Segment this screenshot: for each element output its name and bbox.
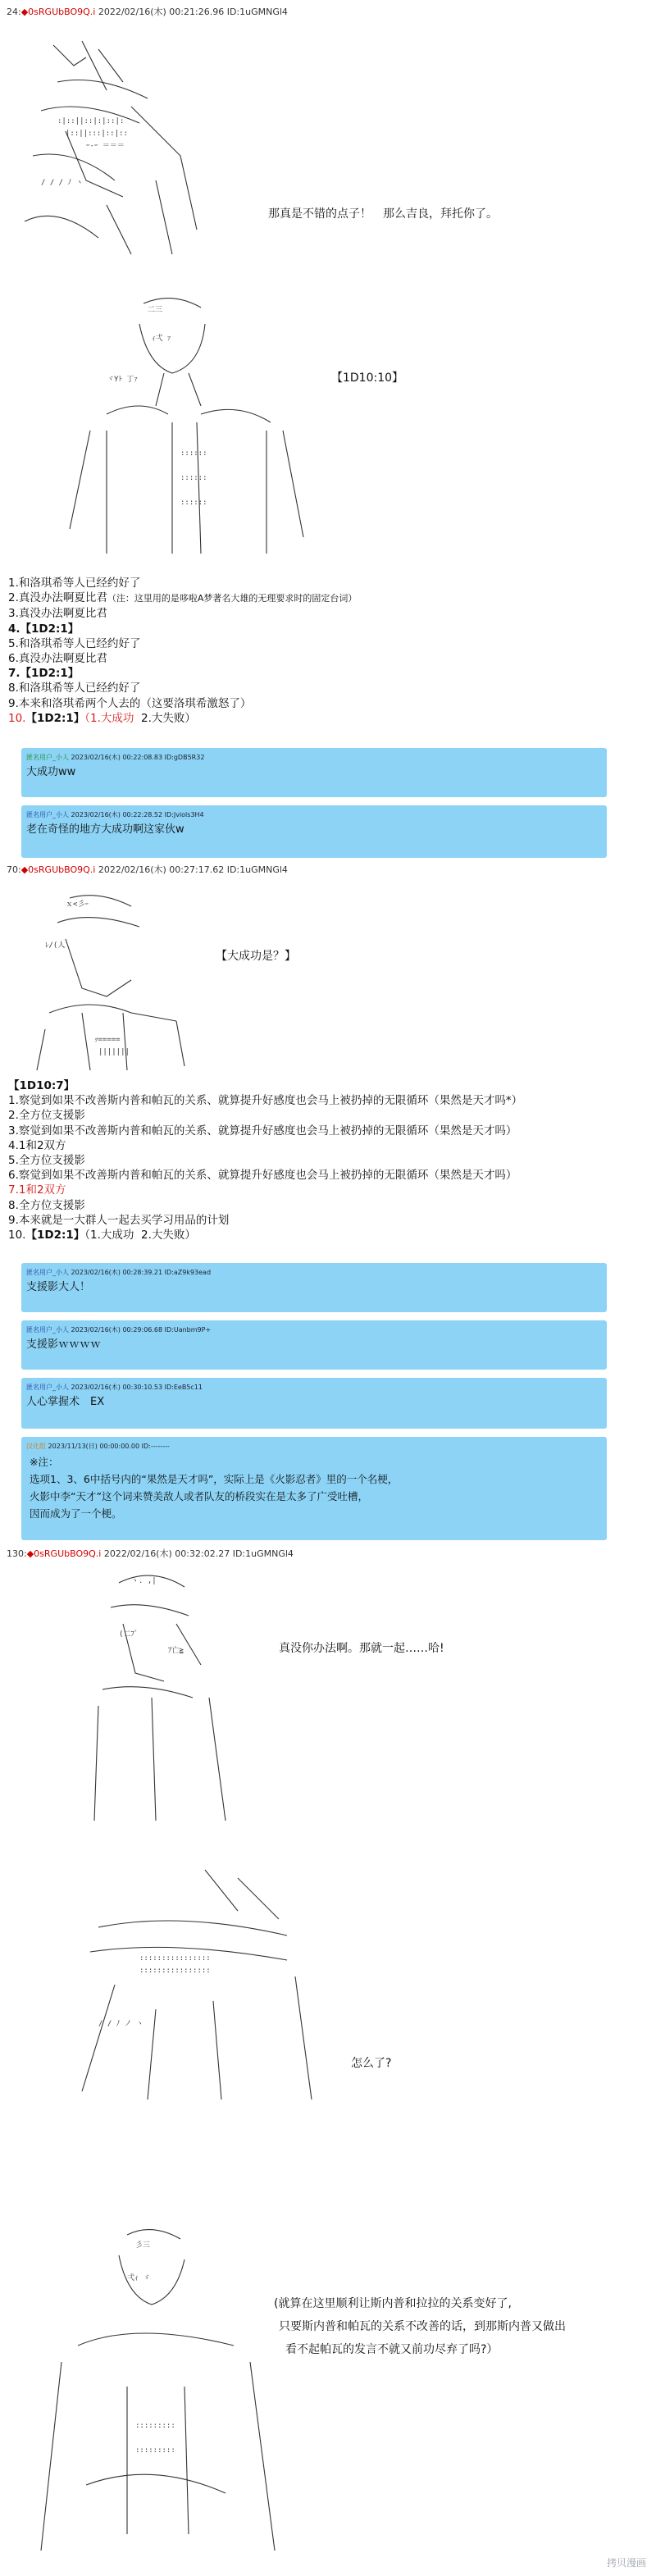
comment-text: 老在奇怪的地方大成功啊这家伙w [26, 823, 184, 836]
choice-item: 8.和洛琪希等人已经约好了 [8, 682, 141, 695]
svg-text:/ / ﾉ ノ ヽ: / / ﾉ ノ ヽ [98, 2020, 144, 2028]
speech-line: (就算在这里顺利让斯内普和拉拉的关系变好了, [274, 2297, 512, 2310]
watermark-logo: 拷贝漫画 [606, 2557, 646, 2569]
post-header-24 [7, 5, 288, 18]
comment-author: 匿名用户_小人 [26, 1326, 69, 1334]
svg-text:::::::::::::::::: :::::::::::::::: [139, 1967, 211, 1975]
svg-text:::::::::::::::::: :::::::::::::::: [139, 1954, 211, 1963]
choice-item: 3.察觉到如果不改善斯内普和帕瓦的关系、就算提升好感度也会马上被扔掉的无限循环（果然是天才吗） [8, 1124, 517, 1138]
post-date: 2022/02/16(木) 00:21:26.96 [98, 7, 225, 17]
svg-text:ヽ. ,|: ヽ. ,| [131, 1577, 157, 1585]
comment-text: 支援影ｗｗｗｗ [26, 1338, 102, 1351]
comment-meta: 2023/02/16(木) 00:28:39.21 ID:aZ9k93ead [71, 1269, 212, 1276]
aa-figure-man-in-suit [57, 291, 320, 562]
comment-meta: 2023/02/16(木) 00:29:06.68 ID:Uanbm9P+ [71, 1326, 212, 1334]
note-line: 因而成为了一个梗。 [30, 1507, 122, 1520]
post-header-70 [7, 863, 288, 876]
choice-item: 1.和洛琪希等人已经约好了 [8, 577, 141, 590]
trip-code: 0sRGUbBO9Q.i [34, 1548, 102, 1559]
comment-text: 人心掌握术 EX [26, 1396, 105, 1408]
choice-result: 10.【1D2:1】（1.大成功 2.大失败） [8, 1229, 196, 1242]
translator-note-box [21, 1437, 607, 1540]
comment-meta: 2023/02/16(木) 00:22:08.83 ID:gDB5R32 [71, 754, 205, 761]
comment-box [21, 1378, 607, 1429]
svg-text:ｘ<彡ｰ: ｘ<彡ｰ [66, 900, 89, 909]
comment-author: 匿名用户_小人 [26, 1384, 69, 1391]
speech-block [274, 2292, 566, 2361]
comment-box [21, 1320, 607, 1370]
comment-meta: 2023/11/13(日) 00:00:00.00 ID:-------- [48, 1443, 170, 1450]
choice-item: 5.和洛琪希等人已经约好了 [8, 636, 141, 650]
trip-diamond-icon: ◆ [26, 1548, 34, 1559]
dice-result: 【1D10:7】 [8, 1079, 75, 1092]
post-number: 130: [7, 1548, 27, 1559]
choice-item: 2.真没办法啊夏比君（注：这里用的是哆啦A梦著名大雄的无理要求时的固定台词） [8, 591, 358, 605]
comment-meta: 2023/02/16(木) 00:30:10.53 ID:EeB5c11 [71, 1384, 203, 1391]
svg-text:ｰ-ｰ ＝＝＝: ｰ-ｰ ＝＝＝ [86, 142, 125, 150]
choice-item: 4.【1D2:1】 [8, 622, 80, 636]
speech-line: 真没你办法啊。那就一起……哈! [279, 1642, 444, 1655]
translator-note: （注：这里用的是哆啦A梦著名大雄的无理要求时的固定台词） [107, 593, 358, 604]
choice-item: 2.全方位支援影 [8, 1109, 85, 1123]
choice-list-2 [8, 1078, 522, 1242]
post-header-130 [7, 1547, 294, 1560]
speech-line: 看不起帕瓦的发言不就又前功尽弃了吗?） [285, 2343, 499, 2356]
post-id: ID:1uGMNGl4 [232, 1548, 294, 1559]
choice-item-selected: 7.1和2双方 [8, 1183, 66, 1197]
speech-line: 【大成功是？】 [216, 950, 296, 963]
choice-item: 5.全方位支援影 [8, 1154, 85, 1168]
svg-text:ｨ弌 ｧ: ｨ弌 ｧ [152, 335, 171, 343]
post-number: 24: [7, 7, 21, 17]
svg-text::|::||::|:|::|:: :|::||::|:|::|: [57, 117, 125, 125]
svg-text::::::::::: ::::::::: [135, 2422, 175, 2430]
choice-result: 10.【1D2:1】（1.大成功 2.大失败） [8, 711, 196, 725]
trip-code: 0sRGUbBO9Q.i [28, 864, 96, 875]
trip-code: 0sRGUbBO9Q.i [28, 7, 96, 17]
svg-text:ｯ=====: ｯ===== [94, 1036, 121, 1044]
svg-text:弌ｨ ゞ: 弌ｨ ゞ [127, 2274, 150, 2282]
aa-figure-thinking-character [33, 890, 197, 1074]
choice-item: 6.真没办法啊夏比君 [8, 652, 107, 666]
svg-text:ﾚ/(人: ﾚ/(人 [45, 941, 66, 950]
note-line: ※注： [30, 1456, 59, 1468]
dice-result: 【1D10:10】 [331, 372, 404, 385]
speech-line: 只要斯内普和帕瓦的关系不改善的话，到那斯内普又做出 [279, 2320, 566, 2333]
svg-text:彡三: 彡三 [135, 2241, 151, 2250]
svg-text:(二ﾌﾟ: (二ﾌﾟ [119, 1630, 139, 1639]
choice-item: 7.【1D2:1】 [8, 667, 80, 681]
svg-text::::::::::: ::::::::: [135, 2446, 175, 2455]
choice-item: 4.1和2双方 [8, 1138, 66, 1152]
comment-author: 汉化组 [26, 1443, 46, 1450]
comment-text: 支援影大人！ [26, 1281, 91, 1293]
speech-line: 那真是不错的点子！ 那么吉良，拜托你了。 [268, 207, 498, 221]
svg-text:ｱ亡≧: ｱ亡≧ [168, 1647, 184, 1655]
choice-item: 9.本来和洛琪希两个人去的（这要洛琪希激怒了） [8, 696, 252, 710]
comment-meta: 2023/02/16(木) 00:22:28.52 ID:Jviols3H4 [71, 811, 204, 818]
svg-text:|||||||: ||||||| [98, 1048, 130, 1056]
svg-text:::::::: :::::: [180, 449, 207, 458]
speech-line: 怎么了? [351, 2057, 392, 2070]
svg-text:二三: 二三 [148, 306, 163, 314]
post-number: 70: [7, 864, 21, 875]
trip-diamond-icon: ◆ [20, 864, 29, 875]
aa-figure-seated-man [29, 2223, 283, 2567]
svg-text:ヾYﾄ 丁ｧ: ヾYﾄ 丁ｧ [107, 376, 138, 384]
choice-item: 1.察觉到如果不改善斯内普和帕瓦的关系、就算提升好感度也会马上被扔掉的无限循环（果然是天才吗*） [8, 1094, 523, 1108]
aa-figure-ninja-raised-arm [8, 33, 221, 262]
choice-item: 9.本来就是一大群人一起去买学习用品的计划 [8, 1213, 230, 1227]
comment-box [21, 748, 607, 797]
post-date: 2022/02/16(木) 00:32:02.27 [103, 1548, 230, 1559]
svg-text:::::::: :::::: [180, 474, 207, 482]
comment-author: 匿名用户_小人 [26, 1269, 69, 1276]
svg-text:::::::: :::::: [180, 499, 207, 507]
choice-list-1 [8, 576, 357, 726]
comment-author: 匿名用户_小人 [26, 754, 69, 761]
post-id: ID:1uGMNGl4 [226, 864, 288, 875]
note-line: 火影中李“天才”这个词来赞美敌人或者队友的桥段实在是太多了广受吐槽， [30, 1490, 368, 1502]
comment-text: 大成功ww [26, 766, 76, 778]
aa-figure-hand-raised [86, 1566, 242, 1829]
svg-text:|::||:::|::|::: |::||:::|::|:: [66, 130, 128, 138]
choice-item: 3.真没办法啊夏比君 [8, 607, 107, 621]
svg-text:/ / / ﾉ ヽ: / / / ﾉ ヽ [41, 179, 84, 187]
choice-item: 8.全方位支援影 [8, 1198, 85, 1212]
post-date: 2022/02/16(木) 00:27:17.62 [98, 864, 225, 875]
note-line: 选项1、3、6中括号内的“果然是天才吗”，实际上是《火影忍者》里的一个名梗， [30, 1473, 399, 1485]
comment-box [21, 805, 607, 858]
trip-diamond-icon: ◆ [20, 7, 29, 17]
choice-item: 6.察觉到如果不改善斯内普和帕瓦的关系、就算提升好感度也会马上被扔掉的无限循环（果然是天才吗） [8, 1169, 517, 1183]
post-id: ID:1uGMNGl4 [226, 7, 288, 17]
comment-box [21, 1263, 607, 1312]
aa-figure-two-characters [49, 1862, 320, 2108]
comment-author: 匿名用户_小人 [26, 811, 69, 818]
